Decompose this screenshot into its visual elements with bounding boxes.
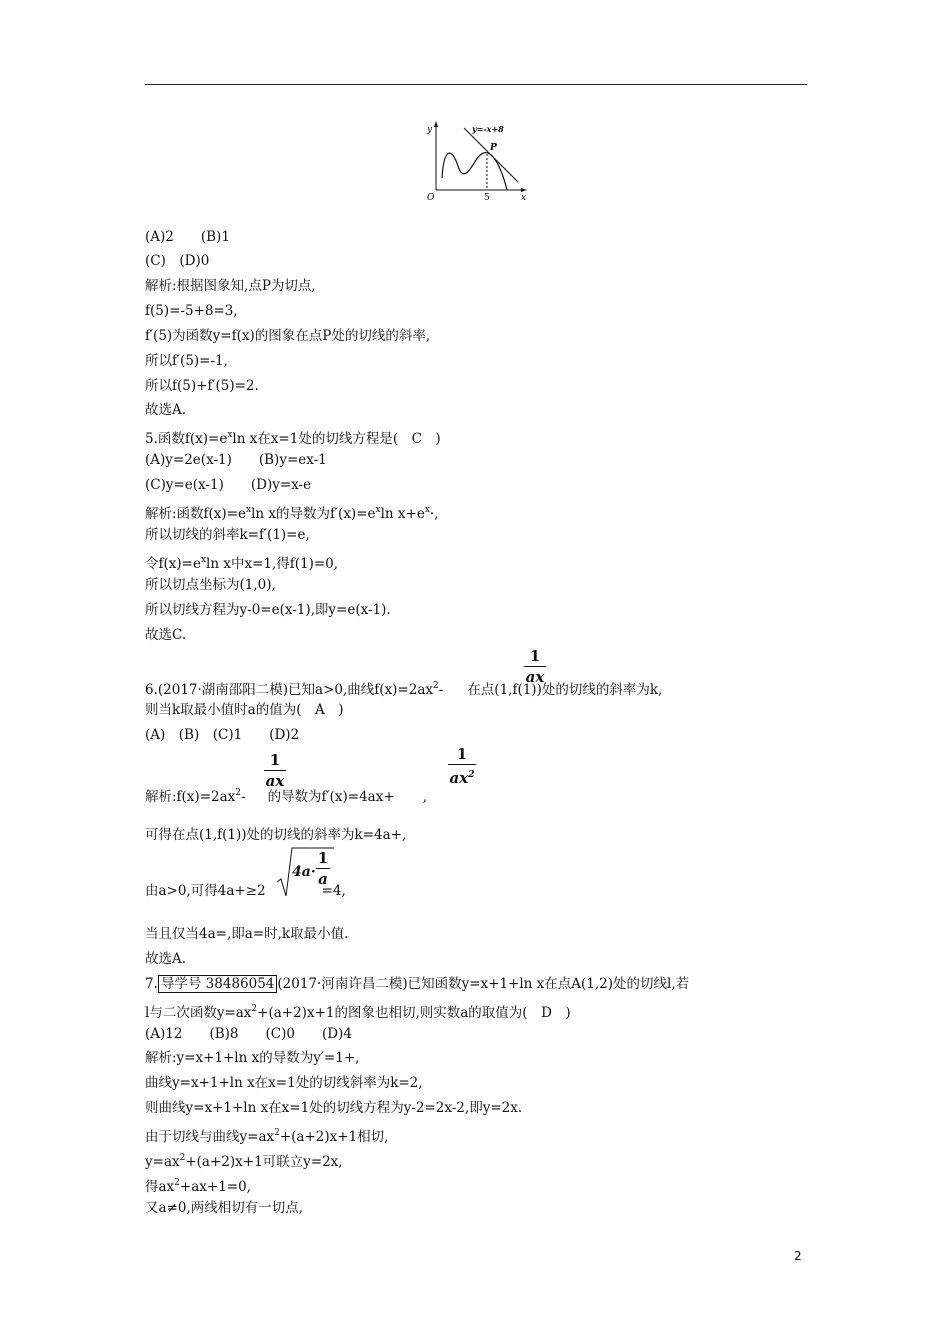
text-line: 解析$:f(x)=2ax^2-$ 的导数为f′(x)=4ax+ , xyxy=(145,788,427,805)
header-rule xyxy=(145,84,807,85)
text-line: 由于切线与曲线$y=ax^2+(a+2)x+1$相切, xyxy=(145,1128,389,1145)
x-axis-label: x xyxy=(521,193,527,203)
text-line: 故选C. xyxy=(145,627,187,643)
y-axis-arrow xyxy=(434,121,438,127)
text-line: 曲线y=x+1+ln x在x=1处的切线斜率为k=2, xyxy=(145,1075,423,1091)
fraction-1-over-ax: 1 ax xyxy=(525,647,545,686)
text-line: (C)y=e(x-1) (D)y=x-e xyxy=(145,477,312,493)
function-curve xyxy=(442,153,507,190)
fraction-1-over-ax-squared: 1 $ax^2$ xyxy=(449,745,475,787)
tangent-line-label: y=-x+8 xyxy=(472,124,504,134)
text-line: (A)2 (B)1 xyxy=(145,229,230,245)
sqrt-prefix: 4a· xyxy=(292,864,316,880)
question-6-line: 6.(2017·湖南邵阳二模)已知a>0,曲线$f(x)=2ax^2-$ 在点(1,f(1))处的切线的斜率为k, xyxy=(145,681,663,698)
y-axis-label: y xyxy=(427,125,433,135)
guide-number-box[interactable]: 导学号 38486054 xyxy=(158,975,278,993)
x-tick-label: 5 xyxy=(484,193,490,203)
text-line: (C) (D)0 xyxy=(145,253,210,269)
text-line: f′(5)为函数y=f(x)的图象在点P处的切线的斜率, xyxy=(145,328,431,344)
text-line: l与二次函数$y=ax^2+(a+2)x+1$的图象也相切,则实数a的取值为( D ) xyxy=(145,1004,571,1021)
text-line: 则当k取最小值时a的值为( A ) xyxy=(145,702,344,718)
text-line: f(5)=-5+8=3, xyxy=(145,303,238,319)
page-number: 2 xyxy=(794,1249,802,1263)
fraction-1-over-a: 1 a xyxy=(317,849,329,888)
function-graph-figure xyxy=(418,118,530,206)
question-5-line: 5.函数$f(x)=e^x\ln$ x在x=1处的切线方程是( C ) xyxy=(145,430,441,447)
text-line: 解析:根据图象知,点P为切点, xyxy=(145,278,316,294)
text-line: 故选A. xyxy=(145,951,187,967)
text-line: 得$ax^2+ax+1=0$, xyxy=(145,1178,251,1195)
text-line: 所以切线的斜率k=f′(1)=e, xyxy=(145,527,310,543)
text-line: (A)12 (B)8 (C)0 (D)4 xyxy=(145,1026,352,1042)
text-line: 当且仅当4a=,即a=时,k取最小值. xyxy=(145,926,349,942)
text-line: 可得在点(1,f(1))处的切线的斜率为k=4a+, xyxy=(145,827,407,843)
text-line: (A)y=2e(x-1) (B)y=ex-1 xyxy=(145,452,327,468)
origin-label: O xyxy=(427,193,435,203)
text-line: 所以切点坐标为(1,0), xyxy=(145,577,276,593)
text-line: $y=ax^2+(a+2)x+1$可联立y=2x, xyxy=(145,1153,343,1170)
x-axis-arrow xyxy=(521,188,527,192)
text-line: 令$f(x)=e^x\ln$ x中x=1,得f(1)=0, xyxy=(145,555,339,572)
text-line: 解析:函数$f(x)=e^x\ln$ x的导数为$f'(x)=e^x\ln$ $x+e^x\cdot$, xyxy=(145,505,439,522)
text-line: 解析:y=x+1+ln x的导数为y′=1+, xyxy=(145,1050,360,1066)
text-line: (A) (B) (C)1 (D)2 xyxy=(145,727,300,743)
text-line: 所以f(5)+f′(5)=2. xyxy=(145,378,259,394)
text-line: 故选A. xyxy=(145,402,187,418)
text-line: 所以切线方程为y-0=e(x-1),即y=e(x-1). xyxy=(145,602,391,618)
text-line: 又a≠0,两线相切有一切点, xyxy=(145,1200,304,1216)
fraction-1-over-ax: 1 ax xyxy=(265,751,285,790)
point-p-label: P xyxy=(490,143,497,153)
question-7-line: 7. 导学号 38486054 (2017·河南许昌二模)已知函数y=x+1+ln x在点A(1,2)处的切线l,若 xyxy=(145,976,690,992)
text-line: 所以f′(5)=-1, xyxy=(145,353,228,369)
text-line: 由a>0,可得4a+≥2 =4, xyxy=(145,883,346,899)
text-line: 则曲线y=x+1+ln x在x=1处的切线方程为y-2=2x-2,即y=2x. xyxy=(145,1100,523,1116)
